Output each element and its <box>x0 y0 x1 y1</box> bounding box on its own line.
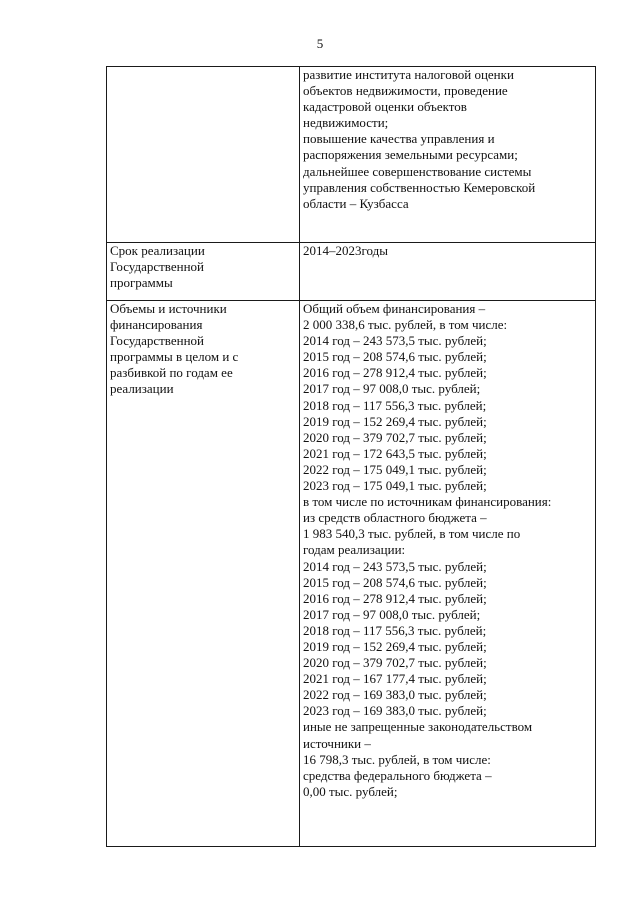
financing-line: 2018 год – 117 556,3 тыс. рублей; <box>303 622 487 638</box>
financing-label-line: реализации <box>110 381 174 397</box>
financing-line: иные не запрещенные законодательством <box>303 719 533 735</box>
financing-line: 2020 год – 379 702,7 тыс. рублей; <box>303 429 487 445</box>
goals-line: кадастровой оценки объектов <box>303 99 467 115</box>
goals-line: развитие института налоговой оценки <box>303 67 514 82</box>
goals-line: дальнейшее совершенствование системы <box>303 163 532 179</box>
goals-line: объектов недвижимости, проведение <box>303 83 508 99</box>
financing-label-line: программы в целом и с <box>110 349 239 365</box>
financing-label-cell <box>107 301 300 847</box>
financing-label-line: Объемы и источники <box>110 301 227 316</box>
table-row-term <box>107 243 596 301</box>
financing-line: 2014 год – 243 573,5 тыс. рублей; <box>303 333 487 349</box>
financing-line: 2019 год – 152 269,4 тыс. рублей; <box>303 413 487 429</box>
financing-label-line: разбивкой по годам ее <box>110 365 233 381</box>
financing-line: Общий объем финансирования – <box>303 301 486 316</box>
financing-line: 2015 год – 208 574,6 тыс. рублей; <box>303 349 487 365</box>
page-number: 5 <box>316 36 324 51</box>
financing-label-line: Государственной <box>110 333 205 349</box>
financing-line: 2023 год – 169 383,0 тыс. рублей; <box>303 703 487 719</box>
financing-line: 2 000 338,6 тыс. рублей, в том числе: <box>303 317 508 333</box>
financing-line: 2015 год – 208 574,6 тыс. рублей; <box>303 574 487 590</box>
financing-line: 2021 год – 172 643,5 тыс. рублей; <box>303 445 487 461</box>
financing-line: 2016 год – 278 912,4 тыс. рублей; <box>303 590 487 606</box>
financing-line: 2020 год – 379 702,7 тыс. рублей; <box>303 655 487 671</box>
term-label-line: Государственной <box>110 259 205 275</box>
financing-line: 2017 год – 97 008,0 тыс. рублей; <box>303 381 481 397</box>
financing-line: 16 798,3 тыс. рублей, в том числе: <box>303 751 491 767</box>
goals-line: недвижимости; <box>303 115 389 131</box>
financing-line: 0,00 тыс. рублей; <box>303 783 398 799</box>
table-row-goals <box>107 67 596 243</box>
goals-line: повышение качества управления и <box>303 131 495 147</box>
financing-line: 2023 год – 175 049,1 тыс. рублей; <box>303 478 487 494</box>
financing-line: 2018 год – 117 556,3 тыс. рублей; <box>303 397 487 413</box>
financing-line: 2022 год – 175 049,1 тыс. рублей; <box>303 461 487 477</box>
program-passport-table <box>106 66 596 847</box>
table-row-financing <box>107 301 596 847</box>
financing-line: 2022 год – 169 383,0 тыс. рублей; <box>303 687 487 703</box>
financing-line: в том числе по источникам финансирования: <box>303 494 552 510</box>
term-label-line: программы <box>110 275 173 291</box>
financing-line: 2014 год – 243 573,5 тыс. рублей; <box>303 558 487 574</box>
financing-value-cell <box>300 301 596 847</box>
financing-line: 2019 год – 152 269,4 тыс. рублей; <box>303 638 487 654</box>
financing-line: средства федерального бюджета – <box>303 767 492 783</box>
goals-value-cell <box>300 67 596 243</box>
goals-line: области – Кузбасса <box>303 195 409 211</box>
goals-line: распоряжения земельными ресурсами; <box>303 147 518 163</box>
financing-line: 2021 год – 167 177,4 тыс. рублей; <box>303 671 487 687</box>
term-label-cell <box>107 243 300 301</box>
financing-label-line: финансирования <box>110 317 203 333</box>
goals-line: управления собственностью Кемеровской <box>303 179 536 195</box>
financing-line: источники – <box>303 735 371 751</box>
financing-line: годам реализации: <box>303 542 406 558</box>
financing-line: 2016 год – 278 912,4 тыс. рублей; <box>303 365 487 381</box>
financing-line: 2017 год – 97 008,0 тыс. рублей; <box>303 606 481 622</box>
financing-line: из средств областного бюджета – <box>303 510 487 526</box>
term-value-line: 2014–2023годы <box>303 243 388 258</box>
financing-line: 1 983 540,3 тыс. рублей, в том числе по <box>303 526 521 542</box>
term-label-line: Срок реализации <box>110 243 205 258</box>
goals-label-cell <box>107 67 300 243</box>
term-value-cell <box>300 243 596 301</box>
